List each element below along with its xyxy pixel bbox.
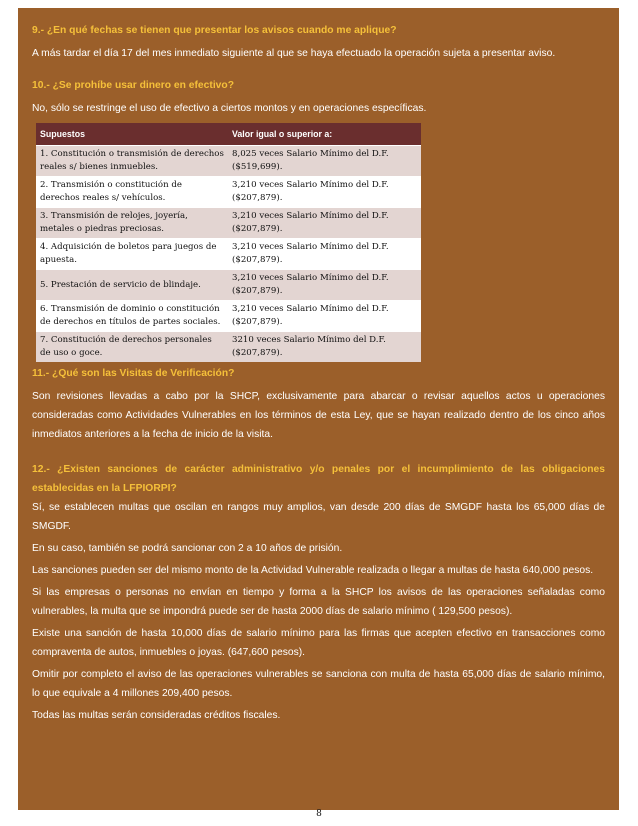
table-cell-valor: 3,210 veces Salario Mínimo del D.F. ($207,879). [228,177,421,208]
table-row [36,177,421,208]
question-12-paragraph: Omitir por completo el aviso de las operaciones vulnerables se sanciona con multa de hasta 65,000 días de salario mínimo, lo que equivale a 4 millones 209,400 pesos. [32,669,605,699]
table-cell-valor: 8,025 veces Salario Mínimo del D.F. ($519,699). [228,146,421,177]
table-cell-valor: 3,210 veces Salario Mínimo del D.F. ($207,879). [228,208,421,239]
table-header-row [36,123,421,146]
question-12-paragraph: Si las empresas o personas no envían en tiempo y forma a la SHCP los avisos de las operaciones señaladas como vulnerables, la multa que se impondrá puede ser de hasta 2000 días de salario mínimo ( 129,500 pesos). [32,587,605,617]
question-12-paragraph: Las sanciones pueden ser del mismo monto de la Actividad Vulnerable realizada o llegar a multas de hasta 640,000 pesos. [32,565,594,576]
question-9-heading: 9.- ¿En qué fechas se tienen que presentar los avisos cuando me aplique? [32,25,397,36]
table-cell-supuesto: 4. Adquisición de boletos para juegos de apuesta. [36,239,228,270]
brown-content-panel [18,8,619,810]
table-cell-supuesto: 3. Transmisión de relojes, joyería, metales o piedras preciosas. [36,208,228,239]
content-area [32,24,605,725]
question-12-paragraph: Existe una sanción de hasta 10,000 días de salario mínimo para las firmas que acepten efectivo en transacciones como compraventa de autos, inmuebles o joyas. (647,600 pesos). [32,628,605,658]
table-cell-valor: 3,210 veces Salario Mínimo del D.F. ($207,879). [228,301,421,332]
question-9-answer: A más tardar el día 17 del mes inmediato siguiente al que se haya efectuado la operación sujeta a presentar aviso. [32,48,556,59]
question-12-paragraph: Todas las multas serán consideradas créditos fiscales. [32,710,281,721]
table-cell-supuesto: 5. Prestación de servicio de blindaje. [36,270,228,301]
table-cell-supuesto: 7. Constitución de derechos personales de uso o goce. [36,332,228,363]
question-12-paragraph: Sí, se establecen multas que oscilan en rangos muy amplios, van desde 200 días de SMGDF hasta los 65,000 días de SMGDF. [32,502,605,532]
question-11-answer: Son revisiones llevadas a cabo por la SHCP, exclusivamente para abarcar o revisar aquellos actos u operaciones consideradas como Actividades Vulnerables en los términos de esta Ley, que se hayan realizado dentro de los cinco años inmediatos anteriores a la fecha de inicio de la visita. [32,391,605,440]
question-10-heading: 10.- ¿Se prohíbe usar dinero en efectivo? [32,80,234,91]
table-cell-supuesto: 2. Transmisión o constitución de derechos reales s/ vehículos. [36,177,228,208]
table-row [36,208,421,239]
table-row [36,239,421,270]
question-10-answer: No, sólo se restringe el uso de efectivo a ciertos montos y en operaciones específicas. [32,103,427,114]
table-cell-valor: 3210 veces Salario Mínimo del D.F. ($207,879). [228,332,421,363]
table-row [36,301,421,332]
table-row [36,332,421,363]
cash-limits-table [36,123,421,362]
question-12-paragraph: En su caso, también se podrá sancionar con 2 a 10 años de prisión. [32,543,343,554]
table-cell-supuesto: 6. Transmisión de dominio o constitución de derechos en títulos de partes sociales. [36,301,228,332]
page-number: 8 [316,809,322,819]
table-cell-valor: 3,210 veces Salario Mínimo del D.F. ($207,879). [228,239,421,270]
table-row [36,146,421,177]
column-header-supuestos: Supuestos [36,123,228,146]
table-row [36,270,421,301]
question-11-heading: 11.- ¿Qué son las Visitas de Verificación? [32,368,235,379]
question-12-heading: 12.- ¿Existen sanciones de carácter administrativo y/o penales por el incumplimiento de las obligaciones establecidas en la LFPIORPI? [32,464,605,494]
table-cell-valor: 3,210 veces Salario Mínimo del D.F. ($207,879). [228,270,421,301]
column-header-valor: Valor igual o superior a: [228,123,421,146]
table-cell-supuesto: 1. Constitución o transmisión de derechos reales s/ bienes inmuebles. [36,146,228,177]
